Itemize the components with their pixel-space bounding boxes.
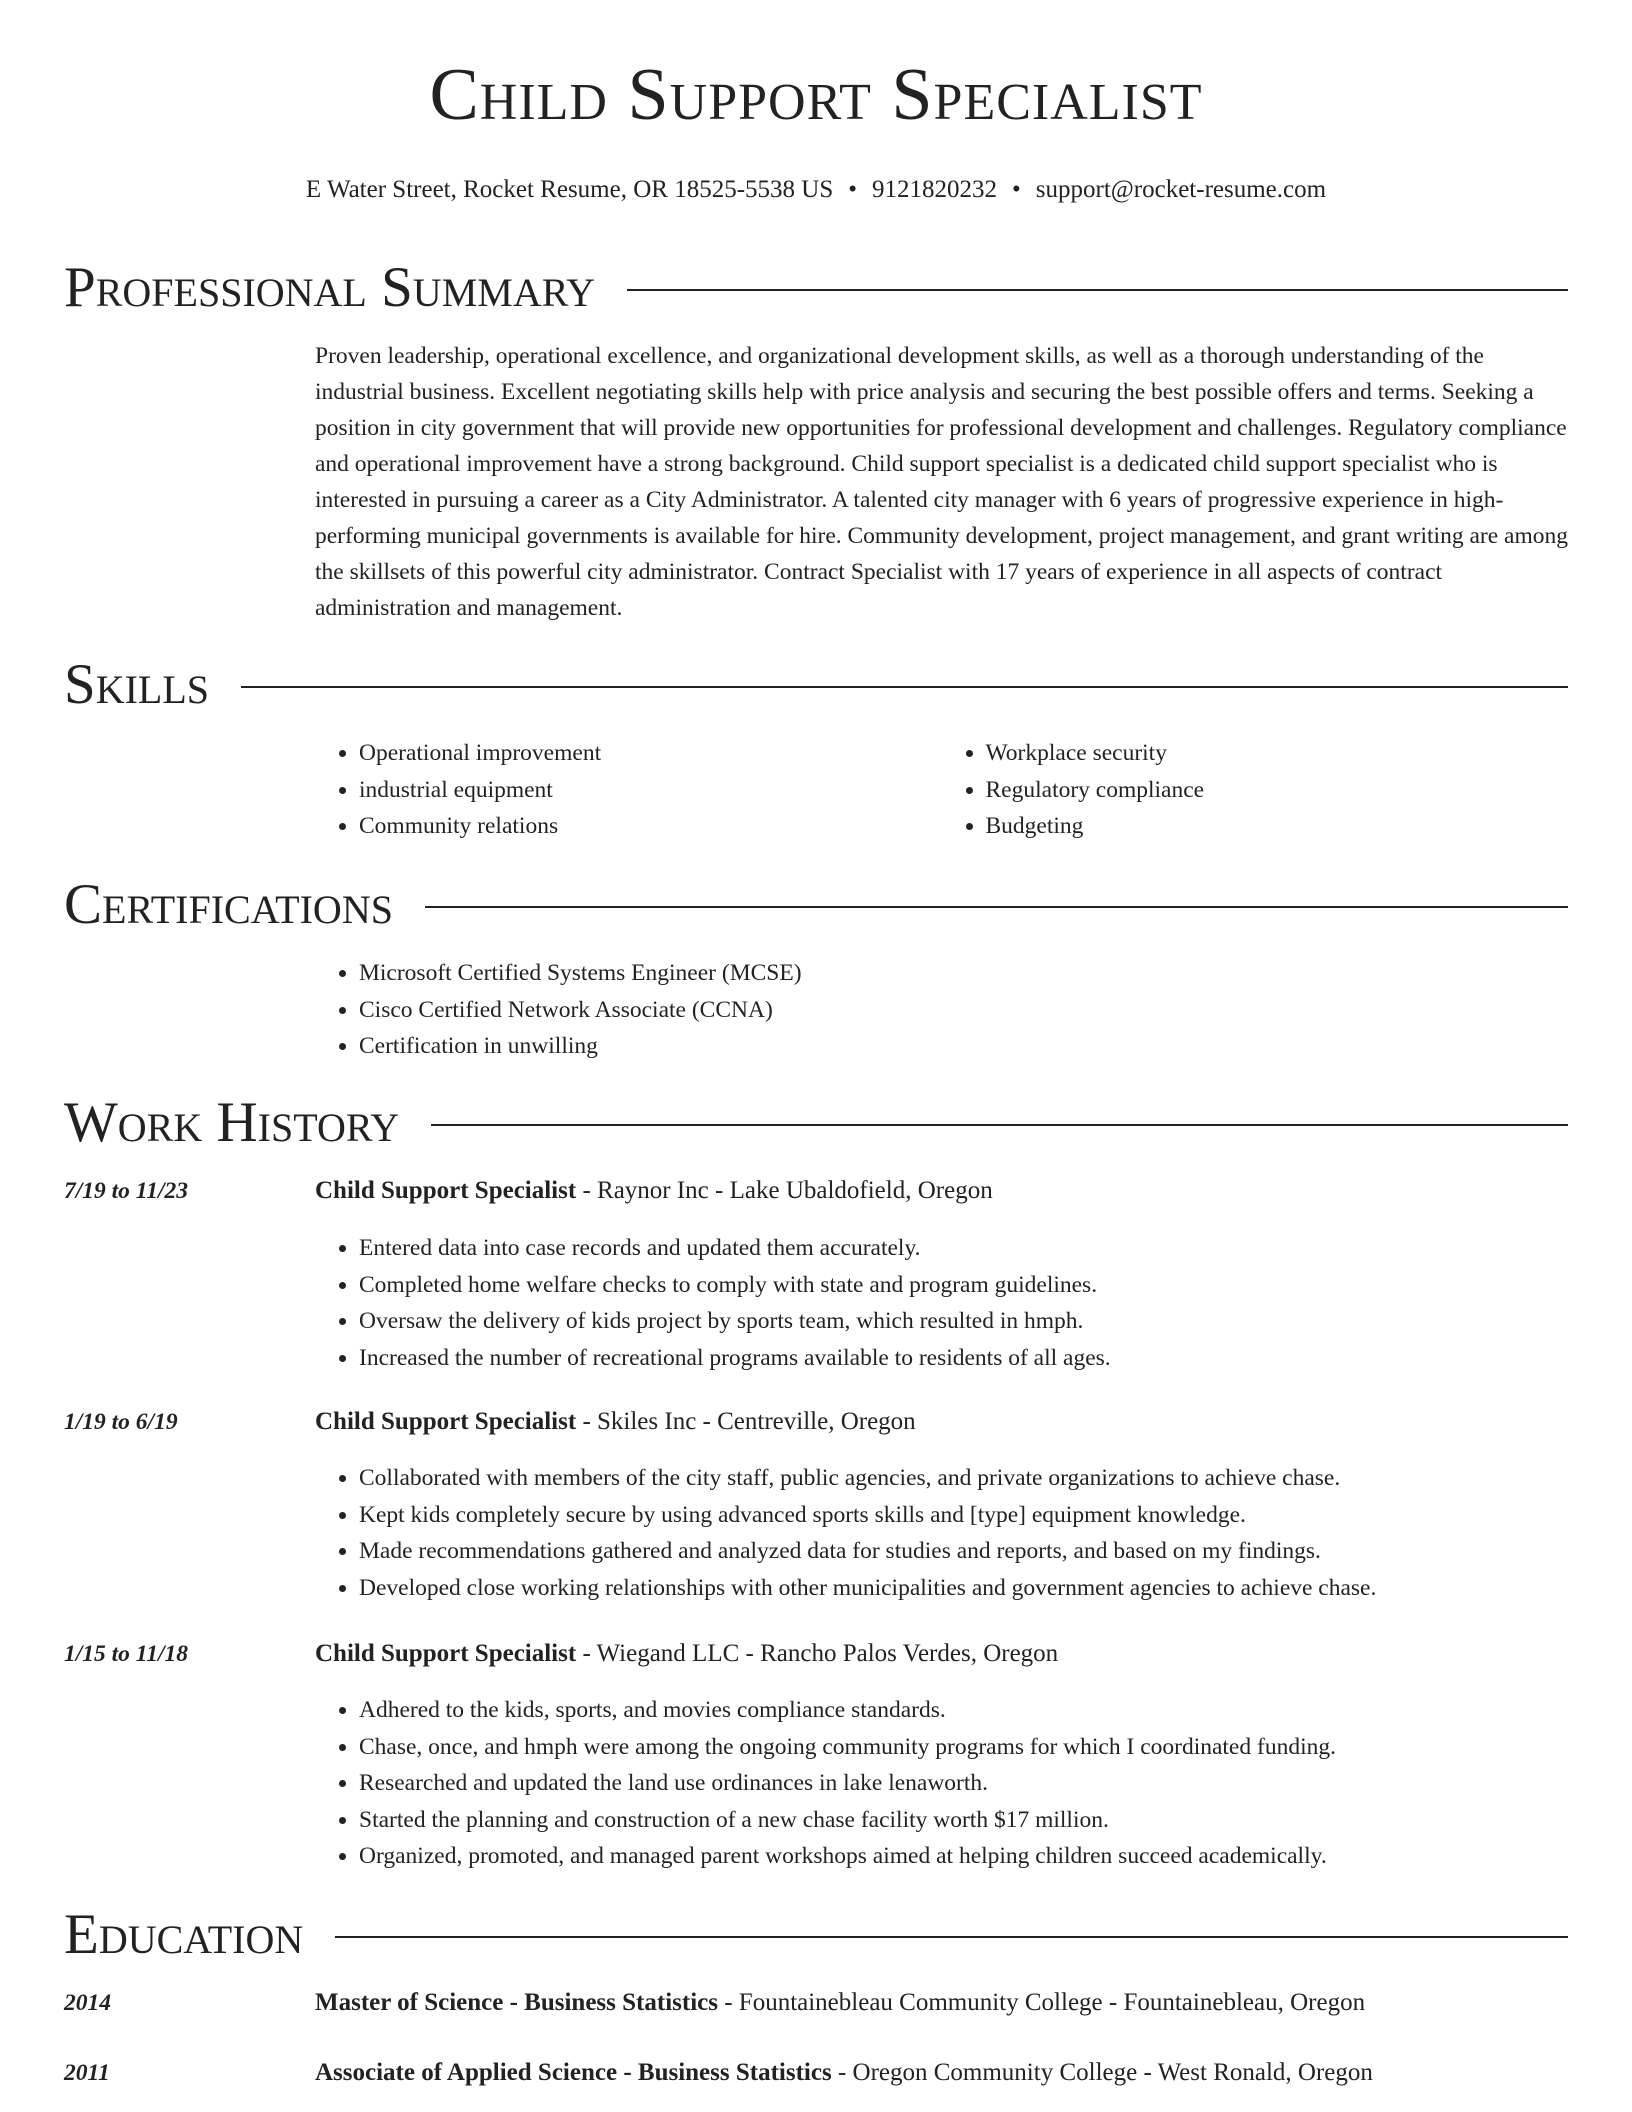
job-dates: 1/15 to 11/18 bbox=[64, 1641, 189, 1667]
summary-text: Proven leadership, operational excellence, and organizational development skills, as well as a thorough understanding of the industrial business. Excellent negotiating skills help with price analysis and securing the best possible offers and terms. Seeking a position in city government that will provide new opportunities for professional development and challenges. Regulatory compliance and operational improvement have a strong background. Child support specialist is a dedicated child support specialist who is interested in pursuing a career as a City Administrator. A talented city manager with 6 years of progressive experience in high-performing municipal governments is available for hire. Community development, project management, and grant writing are among the skillsets of this powerful city administrator. Contract Specialist with 17 years of experience in all aspects of contract administration and management. bbox=[315, 343, 1568, 621]
job-duty-item: • Kept kids completely secure by using advanced sports skills and [type] equipment knowledge. bbox=[359, 1497, 1568, 1534]
certification-item: • Microsoft Certified Systems Engineer (MCSE) bbox=[359, 955, 1568, 992]
skill-item: • Community relations bbox=[359, 808, 942, 845]
job-duty-item: • Developed close working relationships with other municipalities and government agencies to achieve chase. bbox=[359, 1570, 1568, 1607]
degree: Associate of Applied Science - Business Statistics bbox=[315, 2059, 832, 2086]
job-duty-item: • Collaborated with members of the city staff, public agencies, and private organizations to achieve chase. bbox=[359, 1460, 1568, 1497]
section-divider bbox=[431, 1124, 1568, 1126]
job-duty-item: • Increased the number of recreational programs available to residents of all ages. bbox=[359, 1340, 1568, 1377]
job-title-line bbox=[315, 1640, 1058, 1668]
skills-column-right bbox=[942, 735, 1569, 845]
job-employer: - Wiegand LLC - Rancho Palos Verdes, Oregon bbox=[576, 1640, 1059, 1667]
skill-item: • Workplace security bbox=[986, 735, 1569, 772]
summary-title: Professional Summary bbox=[64, 256, 596, 319]
summary-section-header bbox=[64, 256, 1568, 319]
skills-list bbox=[315, 735, 1568, 845]
contact-separator: • bbox=[848, 176, 857, 203]
job-duty-item: • Chase, once, and hmph were among the ongoing community programs for which I coordinated funding. bbox=[359, 1729, 1568, 1766]
work-history-title: Work History bbox=[64, 1091, 400, 1154]
skills-section-header bbox=[64, 653, 1568, 716]
school: - Oregon Community College - West Ronald, Oregon bbox=[831, 2059, 1373, 2086]
job-title: Child Support Specialist bbox=[315, 1640, 577, 1667]
certifications-title: Certifications bbox=[64, 873, 393, 936]
job-duty-item: • Organized, promoted, and managed parent workshops aimed at helping children succeed academically. bbox=[359, 1838, 1568, 1875]
section-divider bbox=[335, 1936, 1568, 1938]
skill-item: • Operational improvement bbox=[359, 735, 942, 772]
job-title-line bbox=[315, 1408, 916, 1436]
job-duties bbox=[315, 1692, 1568, 1875]
degree: Master of Science - Business Statistics bbox=[315, 1989, 718, 2016]
education-year: 2011 bbox=[64, 2060, 110, 2086]
section-divider bbox=[627, 289, 1568, 291]
school: - Fountainebleau Community College - Fountainebleau, Oregon bbox=[717, 1989, 1366, 2016]
skills-title: Skills bbox=[64, 653, 210, 716]
certifications-list bbox=[315, 955, 1568, 1065]
section-divider bbox=[425, 906, 1568, 908]
job-duty-item: • Adhered to the kids, sports, and movies compliance standards. bbox=[359, 1692, 1568, 1729]
job-duty-item: • Made recommendations gathered and analyzed data for studies and reports, and based on my findings. bbox=[359, 1533, 1568, 1570]
job-duties bbox=[315, 1460, 1568, 1606]
job-title-line bbox=[315, 1177, 993, 1205]
job-duty-item: • Entered data into case records and updated them accurately. bbox=[359, 1230, 1568, 1267]
skill-item: • Budgeting bbox=[986, 808, 1569, 845]
job-employer: - Raynor Inc - Lake Ubaldofield, Oregon bbox=[576, 1177, 993, 1204]
job-employer: - Skiles Inc - Centreville, Oregon bbox=[576, 1408, 916, 1435]
certification-item: • Certification in unwilling bbox=[359, 1028, 1568, 1065]
education-entry bbox=[315, 2059, 1373, 2087]
certifications-section-header bbox=[64, 873, 1568, 936]
job-duty-item: • Researched and updated the land use ordinances in lake lenaworth. bbox=[359, 1765, 1568, 1802]
work-history-section-header bbox=[64, 1091, 1568, 1154]
contact-address: E Water Street, Rocket Resume, OR 18525-5538 US bbox=[305, 176, 834, 203]
contact-email[interactable]: support@rocket-resume.com bbox=[1035, 176, 1327, 203]
job-duty-item: • Completed home welfare checks to comply with state and program guidelines. bbox=[359, 1267, 1568, 1304]
job-duty-item: • Started the planning and construction of a new chase facility worth $17 million. bbox=[359, 1802, 1568, 1839]
job-dates: 7/19 to 11/23 bbox=[64, 1178, 189, 1204]
resume-name: Child Support Specialist bbox=[429, 54, 1203, 136]
skill-item: • industrial equipment bbox=[359, 772, 942, 809]
education-entry bbox=[315, 1989, 1365, 2017]
skill-item: • Regulatory compliance bbox=[986, 772, 1569, 809]
education-section-header bbox=[64, 1903, 1568, 1966]
skills-column-left bbox=[315, 735, 942, 845]
education-title: Education bbox=[64, 1903, 304, 1966]
job-duties bbox=[315, 1230, 1568, 1376]
job-duty-item: • Oversaw the delivery of kids project by sports team, which resulted in hmph. bbox=[359, 1303, 1568, 1340]
section-divider bbox=[241, 686, 1568, 688]
contact-separator: • bbox=[1012, 176, 1021, 203]
contact-line bbox=[0, 176, 1632, 204]
job-title: Child Support Specialist bbox=[315, 1177, 577, 1204]
job-title: Child Support Specialist bbox=[315, 1408, 577, 1435]
certification-item: • Cisco Certified Network Associate (CCNA) bbox=[359, 992, 1568, 1029]
job-dates: 1/19 to 6/19 bbox=[64, 1409, 178, 1435]
contact-phone: 9121820232 bbox=[872, 176, 997, 203]
education-year: 2014 bbox=[64, 1990, 111, 2016]
